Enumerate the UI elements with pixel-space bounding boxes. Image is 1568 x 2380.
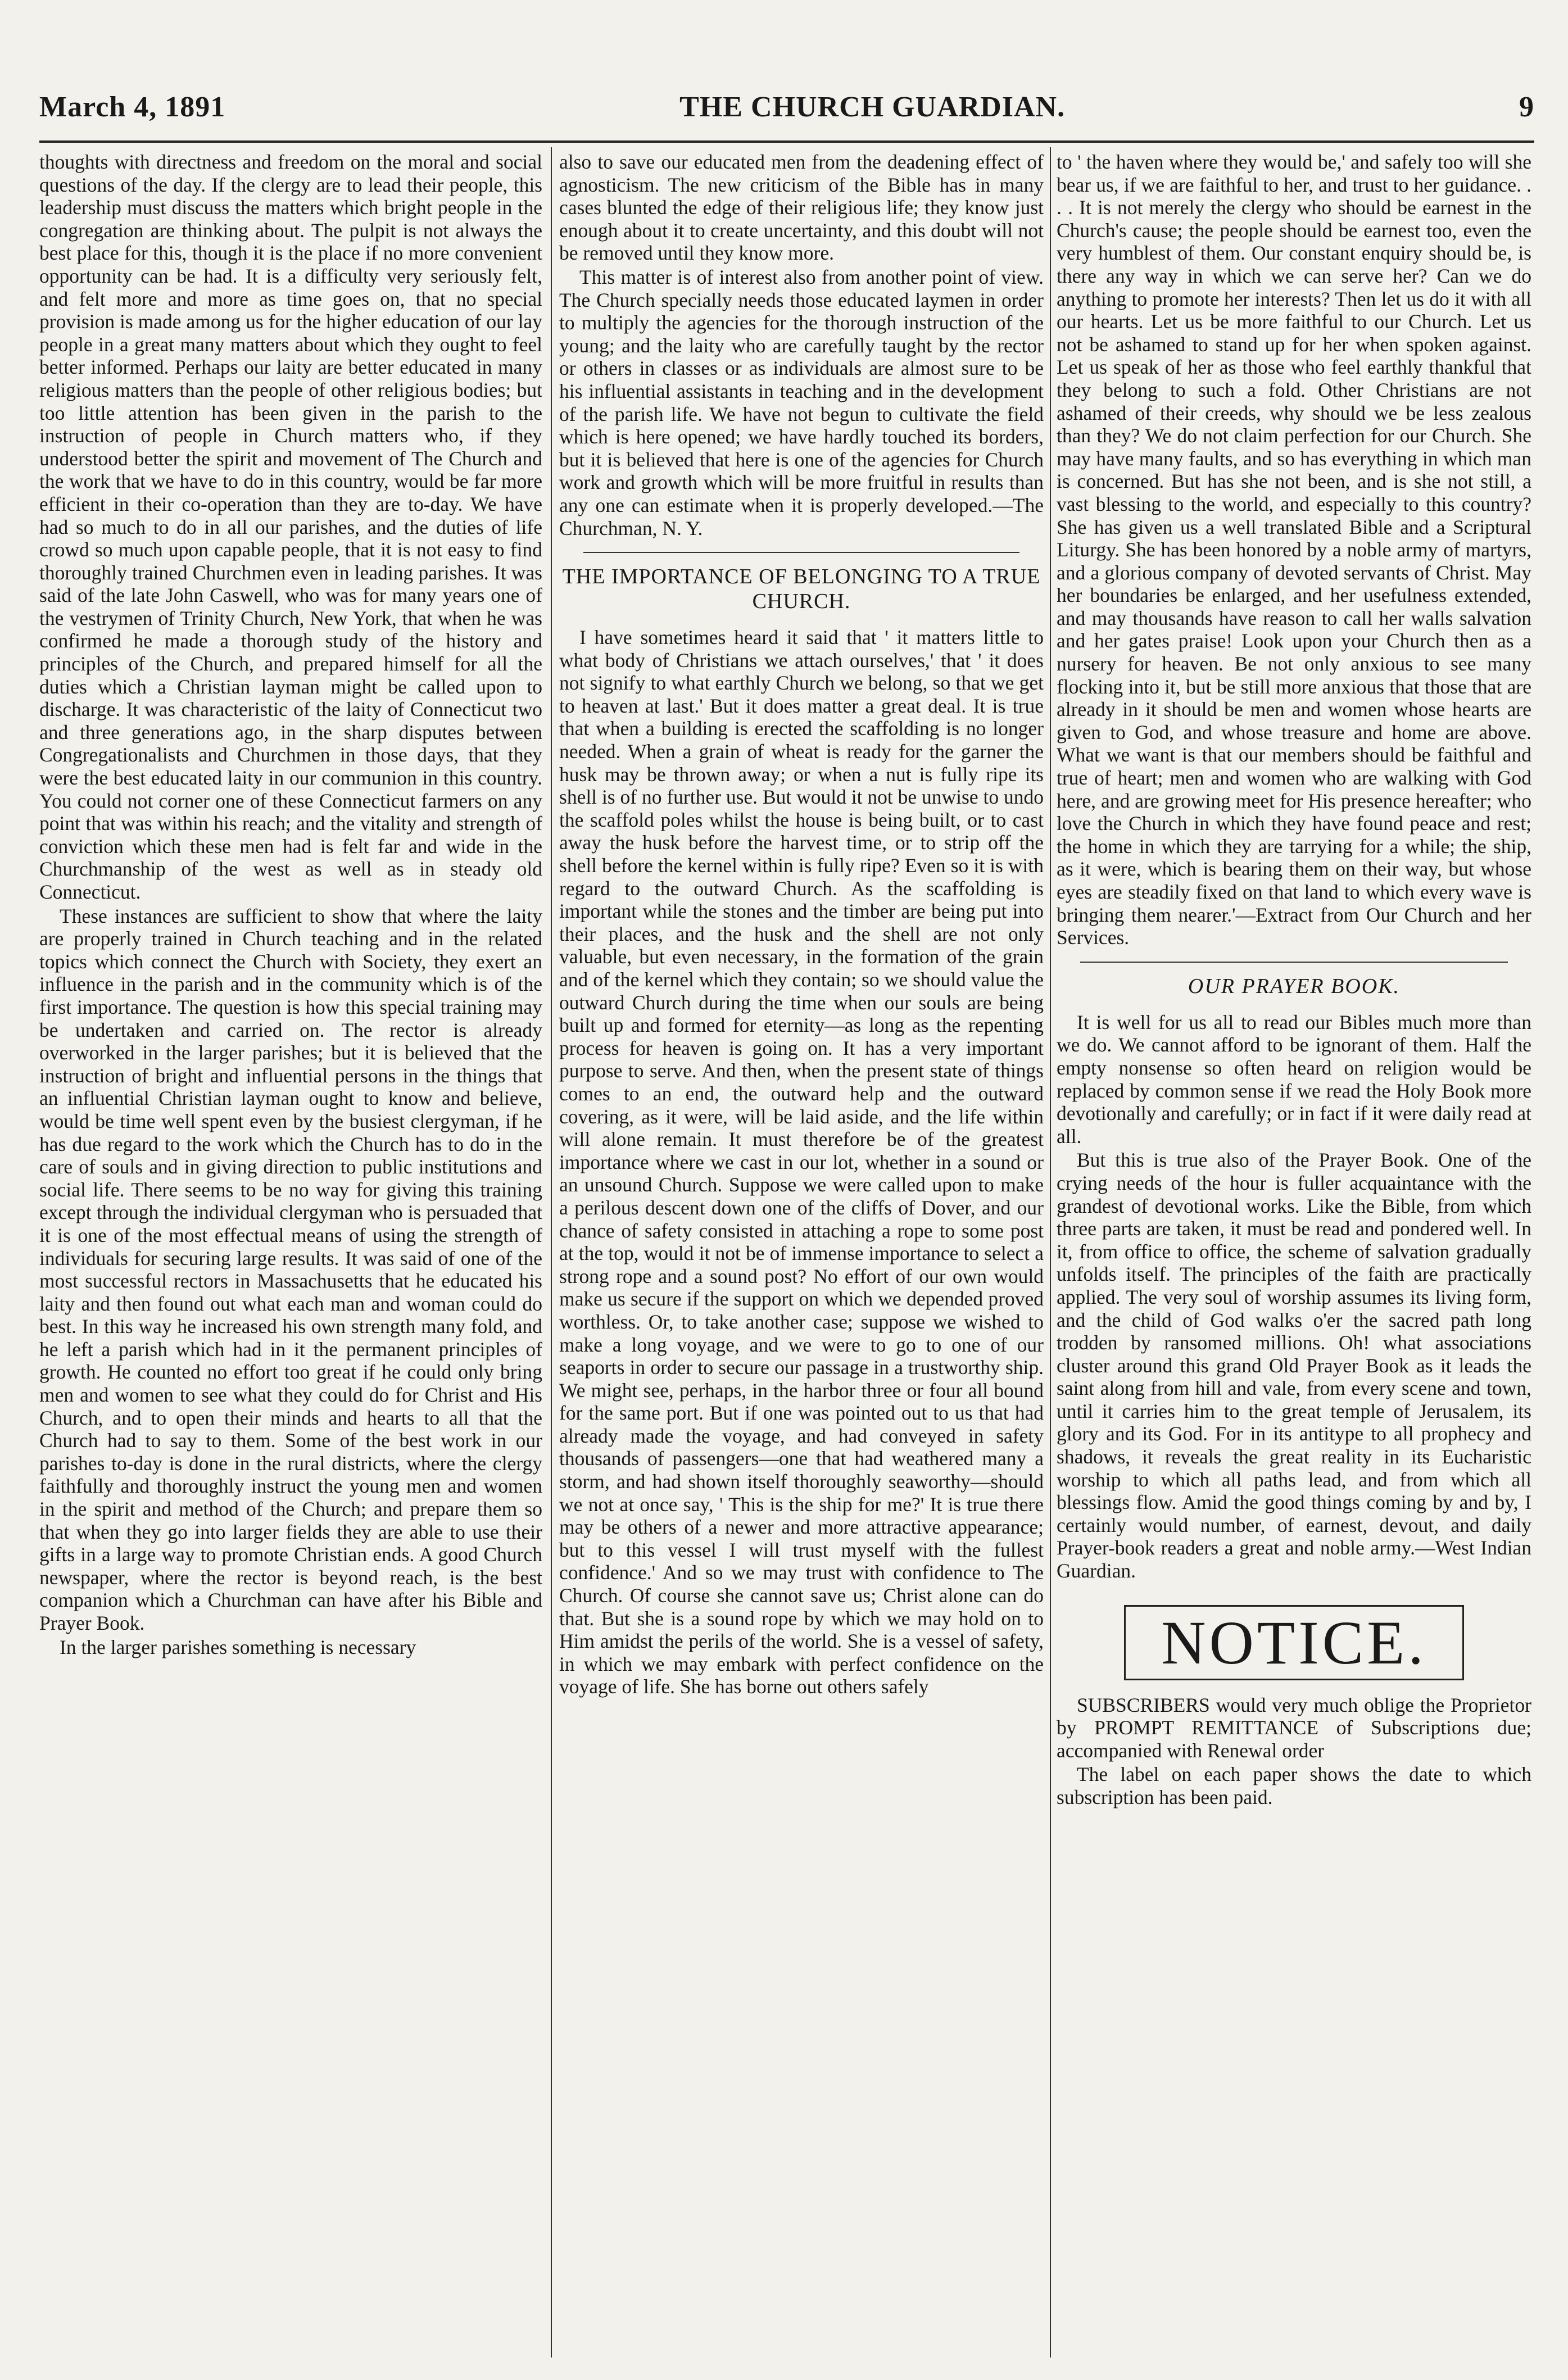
notice-paragraph: The label on each paper shows the date to which subscription has been paid. bbox=[1057, 1763, 1531, 1808]
column-3 bbox=[1057, 151, 1531, 2369]
notice-heading: NOTICE. bbox=[1124, 1605, 1464, 1680]
article-paragraph: This matter is of interest also from another point of view. The Church specially needs those educated laymen in order to multiply the agencies for the thorough instruction of the young; and the laity who are carefully taught by the rector or others in classes or as individuals are almost sure to be his influential assistants in teaching and in the development of the parish life. We have not begun to cultivate the field which is here opened; we have hardly touched its borders, but it is believed that here is one of the agencies for Church work and growth which will be more fruitful in results than any one can estimate when it is properly developed.—The Churchman, N. Y. bbox=[559, 265, 1044, 540]
article-paragraph: thoughts with directness and freedom on the moral and social questions of the day. If the clergy are to lead their people, this leadership must discuss the matters which bright people in the congregation are thinking about. The pulpit is not always the best place for this, though it is the place if no more convenient opportunity can be had. It is a difficulty very seriously felt, and felt more and more as time goes on, that no special provision is made among us for the higher education of our lay people in a great many matters about which they ought to feel better informed. Perhaps our laity are better educated in many religious matters than the people of other religious bodies; but too little attention has been given in the parish to the instruction of people in Church matters who, if they understood better the spirit and movement of The Church and the work that we have to do in this country, would be far more efficient in their co-operation than they are to-day. We have had so much to do in all our parishes, and the duties of life crowd so much upon capable people, that it is not easy to find thoroughly trained Churchmen even in leading parishes. It was said of the late John Caswell, who was for many years one of the vestrymen of Trinity Church, New York, that when he was confirmed he made a thorough study of the history and principles of the Church, and prepared himself for all the duties which a Christian layman might be called upon to discharge. It was characteristic of the laity of Connecticut two and three generations ago, in the sharp disputes between Congregationalists and Churchmen in those days, that they were the best educated laity in our communion in this country. You could not corner one of these Connecticut farmers on any point that was within his reach; and the vitality and strength of conviction which these men had is felt far and wide in the Churchmanship of the west as well as in steady old Connecticut. bbox=[39, 151, 542, 903]
notice-body bbox=[1057, 1694, 1531, 1809]
article-paragraph: But this is true also of the Prayer Book. One of the crying needs of the hour is fuller acquaintance with the grandest of devotional works. Like the Bible, from which three parts are taken, it must be read and pondered well. In it, from office to office, the scheme of salvation gradually unfolds itself. The principles of the faith are practically applied. The very soul of worship assumes its living form, and the child of God walks o'er the sacred path long trodden by ransomed millions. Oh! what associations cluster around this grand Old Prayer Book as it leads the saint along from hill and vale, from every scene and town, until it carries him to the great temple of Jerusalem, its glory and its God. For in its antitype to all prophecy and shadows, it reveals the great reality in its Eucharistic worship to which all paths lead, and from which all blessings flow. Amid the good things coming by and by, I certainly would number, of earnest, devout, and daily Prayer-book readers a great and noble army.—West Indian Guardian. bbox=[1057, 1149, 1531, 1583]
column-divider bbox=[1050, 147, 1051, 2358]
column-1 bbox=[39, 151, 542, 2369]
page-header bbox=[39, 84, 1534, 129]
section-title-prayer-book: OUR PRAYER BOOK. bbox=[1188, 974, 1401, 998]
article-paragraph: These instances are sufficient to show that where the laity are properly trained in Church teaching and in the related topics which connect the Church with Society, they exert an influence in the parish and in the community which is of the first importance. The question is how this special training may be undertaken and carried on. The rector is already overworked in the larger parishes; but it is believed that the instruction of bright and influential persons in the things that an influential Christian layman ought to know and believe, would be time well spent even by the busiest clergyman, if he has due regard to the work which the Church has to do in the care of souls and in giving direction to public institutions and social life. There seems to be no way for giving this training except through the individual clergyman who is persuaded that it is one of the most effectual means of using the strength of individuals for securing large results. It was said of one of the most successful rectors in Massachusetts that he educated his laity and then found out what each man and woman could do best. In this way he increased his own strength many fold, and he left a parish which had in it the permanent principles of growth. He counted no effort too great if he could only bring men and women to see what they could do for Christ and His Church, and to open their minds and hearts to all that the Church had to say to them. Some of the best work in our parishes to-day is done in the rural districts, where the clergy faithfully and thoroughly instruct the young men and women in the spirit and method of the Church; and prepare them so that when they go into larger fields they are able to use their gifts in a large way to promote Christian ends. A good Church newspaper, where the rector is beyond reach, is the best companion which a Churchman can have after his Bible and Prayer Book. bbox=[39, 904, 542, 1634]
masthead-title: THE CHURCH GUARDIAN. bbox=[679, 90, 1066, 123]
notice-paragraph: SUBSCRIBERS would very much oblige the Proprietor by PROMPT REMITTANCE of Subscriptions due; accompanied with Renewal order bbox=[1057, 1693, 1531, 1762]
section-title-true-church: THE IMPORTANCE OF BELONGING TO A TRUE CHURCH. bbox=[562, 565, 1041, 614]
article-paragraph: also to save our educated men from the deadening effect of agnosticism. The new criticism of the Bible has in many cases blunted the edge of their religious life; they know just enough about it to create uncertainty, and this doubt will not be removed until they know more. bbox=[559, 151, 1044, 265]
header-rule bbox=[39, 140, 1534, 143]
page-number: 9 bbox=[1519, 90, 1534, 123]
section-rule bbox=[583, 552, 1019, 553]
issue-date: March 4, 1891 bbox=[39, 90, 226, 123]
column-divider bbox=[551, 147, 552, 2358]
article-paragraph: I have sometimes heard it said that ' it matters little to what body of Christians we attach ourselves,' that ' it does not signify to what earthly Church we belong, so that we get to heaven at last.' But it does matter a great deal. It is true that when a building is erected the scaffolding is no longer needed. When a grain of wheat is ready for the garner the husk may be thrown away; or when a nut is fully ripe its shell is of no further use. But would it not be unwise to undo the scaffold poles whilst the house is being built, or to cast away the husk before the harvest time, or to strip off the shell before the kernel within is fully ripe? Even so it is with regard to the outward Church. As the scaffolding is important while the stones and the timber are being put into their places, and the husk and the shell are not only valuable, but even necessary, in the formation of the grain and of the kernel which they contain; so we should value the outward Church during the time when our souls are being built up and formed for eternity—as long as the repenting process for heaven is going on. It has a very important purpose to serve. And then, when the present state of things comes to an end, the outward help and the outward covering, as it were, will be laid aside, and the life within will alone remain. It must therefore be of the greatest importance where we cast in our lot, whether in a sound or an unsound Church. Suppose we were called upon to make a perilous descent down one of the cliffs of Dover, and our chance of safety consisted in attaching a rope to some post at the top, would it not be of immense importance to select a strong rope and a sound post? No effort of our own would make us secure if the support on which we depended proved worthless. Or, to take another case; suppose we wished to make a long voyage, and we were to go to one of our seaports in order to secure our passage in a trustworthy ship. We might see, perhaps, in the harbor three or four all bound for the same port. But if one was pointed out to us that had already made the voyage, and had conveyed in safety thousands of passengers—one that had weathered many a storm, and had shown itself thoroughly seaworthy—should we not at once say, ' This is the ship for me?' It is true there may be others of a newer and more attractive appearance; but to this vessel I will trust myself with the fullest confidence.' And so we may trust with confidence to The Church. Of course she cannot save us; Christ alone can do that. But she is a sound rope by which we may hold on to Him amidst the perils of the world. She is a vessel of safety, in which we may embark with perfect confidence on the voyage of life. She has borne out others safely bbox=[559, 626, 1044, 1698]
article-paragraph: to ' the haven where they would be,' and safely too will she bear us, if we are faithful to her, and trust to her guidance. . . . It is not merely the clergy who should be earnest in the Church's cause; the people should be earnest too, even the very humblest of them. Our constant enquiry should be, is there any way in which we can serve her? Can we do anything to promote her interests? Then let us do it with all our hearts. Let us be more faithful to our Church. Let us not be ashamed to stand up for her when spoken against. Let us speak of her as those who feel earthly thankful that they belong to such a fold. Other Christians are not ashamed of their creeds, why should we be less zealous than they? We do not claim perfection for our Church. She may have many faults, and so has everything in which man is concerned. But has she not been, and is she not still, a vast blessing to the world, and especially to this country? She has given us a well translated Bible and a Scriptural Liturgy. She has been honored by a noble army of martyrs, and a glorious company of devoted servants of Christ. May her boundaries be enlarged, and her usefulness extended, and may thousands have reason to call her walls salvation and her gates praise! Look upon your Church then as a nursery for heaven. Be not only anxious to see many flocking into it, but be still more anxious that those that are already in it should be men and women whose hearts are given to God, and whose treasure and home are above. What we want is that our members should be faithful and true of heart; men and women who are walking with God here, and are growing meet for His presence hereafter; who love the Church in which they have found peace and rest; the home in which they are tarrying for a while; the ship, as it were, which is bearing them on their way, but whose eyes are steadily fixed on that land to which every wave is bringing them nearer.'—Extract from Our Church and her Services. bbox=[1057, 151, 1531, 949]
section-rule bbox=[1080, 962, 1508, 963]
article-paragraph: In the larger parishes something is necessary bbox=[60, 1635, 416, 1658]
article-paragraph: It is well for us all to read our Bibles much more than we do. We cannot afford to be ignorant of them. Half the empty nonsense so often heard on religion would be replaced by common sense if we read the Holy Book more devotionally and carefully; or in fact if it were daily read at all. bbox=[1057, 1010, 1531, 1148]
column-2 bbox=[559, 151, 1044, 2369]
